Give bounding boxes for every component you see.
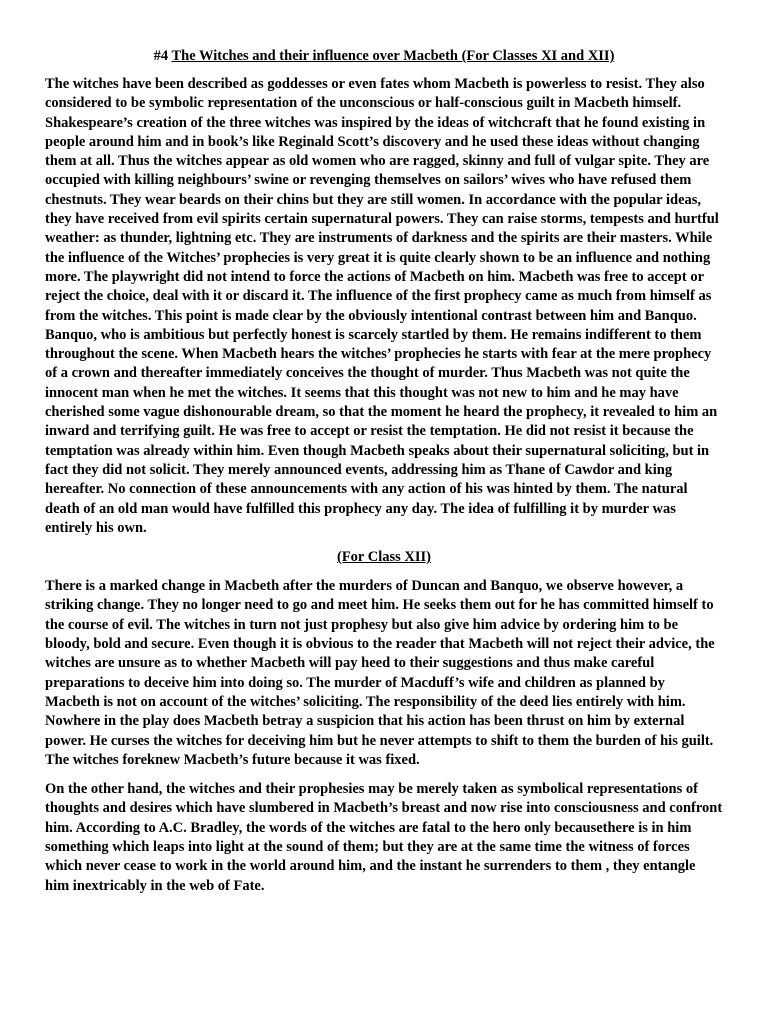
paragraph-2: There is a marked change in Macbeth after the murders of Duncan and Banquo, we observe however, a striking change. They no longer need to go and meet him. He seeks them out for he has committed himself to the course of evil. The witches in turn not just prophesy but also give him advice by ordering him to be bloody, bold and secure. Even though it is obvious to the reader that Macbeth will not reject their advice, the witches are unsure as to whether Macbeth will pay heed to their suggestions and thus make careful preparations to deceive him into doing so. The murder of Macduff’s wife and children as planned by Macbeth is not on account of the witches’ soliciting. The responsibility of the deed lies entirely with him. Nowhere in the play does Macbeth betray a suspicion that his action has been thrust on him by external power. He curses the witches for deceiving him but he never attempts to shift to them the burden of his guilt. The witches foreknew Macbeth’s future because it was fixed. bbox=[45, 578, 715, 768]
heading-title: The Witches and their influence over Macbeth (For Classes XI and XII) bbox=[171, 48, 615, 64]
heading-number: #4 bbox=[153, 48, 169, 64]
subheading-class-xii: (For Class XII) bbox=[337, 549, 431, 566]
paragraph-3: On the other hand, the witches and their prophesies may be merely taken as symbolical representations of thoughts and desires which have slumbered in Macbeth’s breast and now rise into consciousness and confront him. According to A.C. Bradley, the words of the witches are fatal to the hero only becausethere is in him something which leaps into light at the sound of them; but they are at the same time the witness of forces which never cease to work in the world around him, and the instant he surrenders to them , they entangle him inextricably in the web of Fate. bbox=[45, 781, 723, 894]
paragraph-1: The witches have been described as goddesses or even fates whom Macbeth is powerless to resist. They also considered to be symbolic representation of the unconscious or half-conscious guilt in Macbeth himself. Shakespeare’s creation of the three witches was inspired by the ideas of witchcraft that he found existing in people around him and in book’s like Reginald Scott’s discovery and he used these ideas without changing them at all. Thus the witches appear as old women who are ragged, skinny and full of vulgar spite. They are occupied with killing neighbours’ swine or revenging themselves on sailors’ wives who have refused them chestnuts. They wear beards on their chins but they are still women. In accordance with the popular ideas, they have received from evil spirits certain supernatural powers. They can raise storms, tempests and hurtful weather: as thunder, lightning etc. They are instruments of darkness and the spirits are their masters. While the influence of the Witches’ prophecies is very great it is quite clearly shown to be an influence and nothing more. The playwright did not intend to force the actions of Macbeth on him. Macbeth was free to accept or reject the choice, deal with it or discard it. The influence of the first prophecy came as much from himself as from the witches. This point is made clear by the obviously intentional contrast between him and Banquo. Banquo, who is ambitious but perfectly honest is scarcely startled by them. He remains indifferent to them throughout the scene. When Macbeth hears the witches’ prophecies he starts with fear at the mere prophecy of a crown and thereafter immediately conceives the thought of murder. Thus Macbeth was not quite the innocent man when he met the witches. It seems that this thought was not new to him and he may have cherished some vague dishonourable dream, so that the moment he heard the prophecy, it revealed to him an inward and terrifying guilt. He was free to accept or resist the temptation. He did not resist it because the temptation was already within him. Even though Macbeth speaks about their supernatural soliciting, but in fact they did not solicit. They merely announced events, addressing him as Thane of Cawdor and king hereafter. No connection of these announcements with any action of his was hinted by them. The natural death of an old man would have fulfilled this prophecy any day. The idea of fulfilling it by murder was entirely his own. bbox=[45, 76, 719, 536]
document-heading bbox=[45, 47, 723, 66]
